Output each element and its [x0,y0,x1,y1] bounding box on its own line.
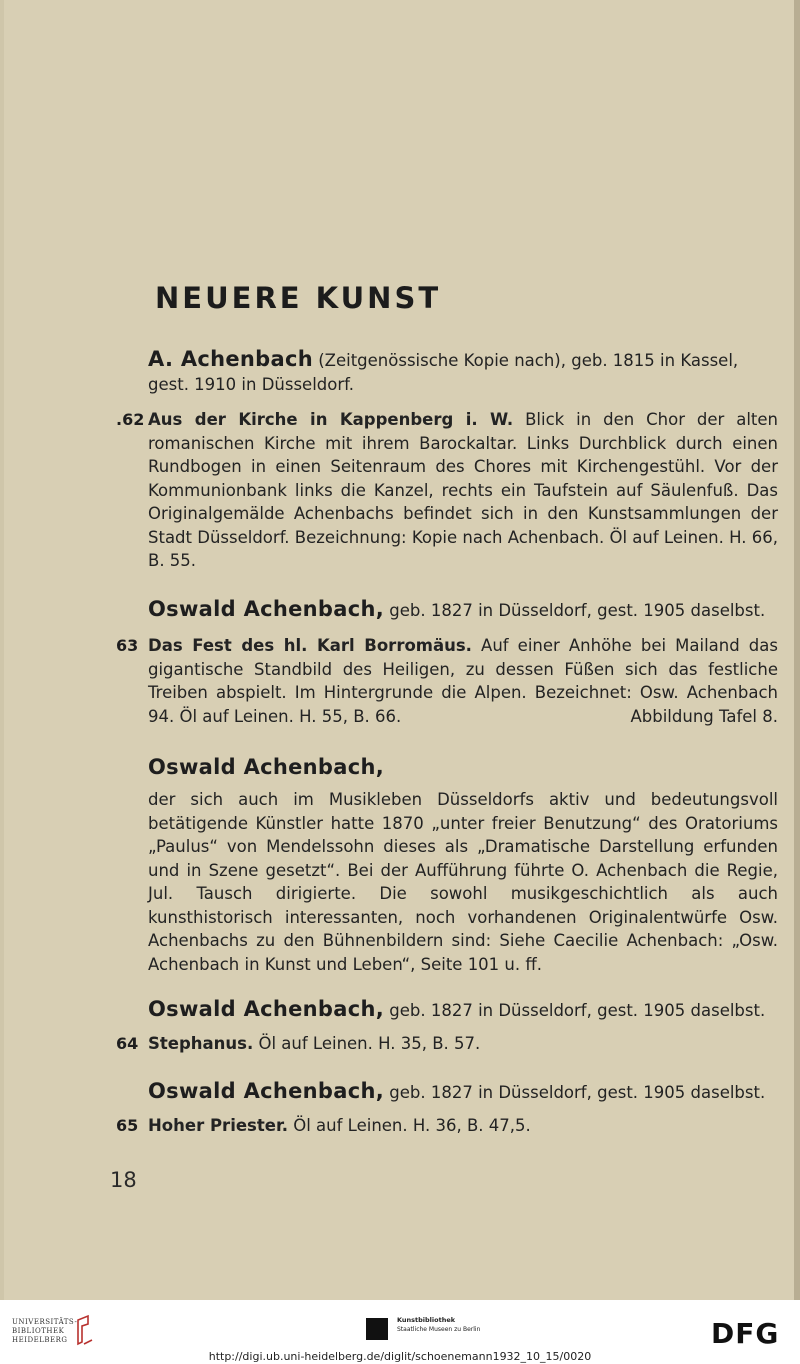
artwork-title: Stephanus. [148,1034,254,1053]
artist-header-oswald-1 [148,598,778,623]
plate-reference: Abbildung Tafel 8. [630,706,778,726]
artist-name: Oswald Achenbach, [148,1079,384,1103]
page-left-edge [0,0,4,1300]
artwork-description: Auf einer Anhöhe bei Mailand das gigantische Standbild des Heiligen, zu dessen Füßen sich das festliche Treiben abspielt. Im Hintergrunde die Alpen. Bezeichnet: Osw. Achenbach 94. Öl auf Leinen. H. 55, B. 66. [148,636,778,726]
ub-heidelberg-label: UNIVERSITÄTS-BIBLIOTHEK HEIDELBERG [12,1318,78,1344]
artist-life-line2: gest. 1910 in Düsseldorf. [148,374,355,394]
catalog-entry-64 [148,1032,778,1056]
section-heading: NEUERE KUNST [155,281,442,315]
dfg-logo: DFG [711,1317,780,1350]
artist-header-oswald-3 [148,998,778,1023]
artist-name: Oswald Achenbach, [148,597,384,621]
kb-title: Kunstbibliothek [397,1316,456,1324]
artwork-description: Blick in den Chor der alten romanischen Kirche mit ihrem Barockaltar. Links Durchblick durch einen Rundbogen in einen Seitenraum des Chores mit Kirchengestühl. Vor der Kommunionbank links die Kanzel, rechts ein Taufstein auf Säulenfuß. Das Originalgemälde Achenbachs befindet sich in den Kunstsammlungen der Stadt Düsseldorf. Bezeichnung: Kopie nach Achenbach. Öl auf Leinen. H. 66, B. 55. [148,410,778,570]
ub-heidelberg-logo-icon [74,1314,94,1346]
artist-life-line1: (Zeitgenössische Kopie nach), geb. 1815 in Kassel, [312,351,739,370]
artist-life: geb. 1827 in Düsseldorf, gest. 1905 daselbst. [384,1083,766,1102]
kunstbibliothek-logo-icon [366,1318,388,1340]
artwork-title: Das Fest des hl. Karl Borromäus. [148,636,472,655]
catalog-number: 65 [116,1116,139,1135]
page-right-edge [794,0,800,1300]
catalog-number: .62 [116,410,145,429]
catalog-entry-65 [148,1114,778,1138]
artist-note: der sich auch im Musikleben Düsseldorfs aktiv und bedeutungsvoll betätigende Künstler hatte 1870 „unter freier Benutzung“ des Oratoriums „Paulus“ von Mendelssohn dieses als „Dramatische Darstellung erfunden und in Szene gesetzt“. Bei der Aufführung führte O. Achenbach die Regie, Jul. Tausch dirigierte. Die sowohl musikgeschichtlich als auch kunsthistorisch interessanten, noch vorhandenen Originalentwürfe Osw. Achenbachs zu den Bühnenbildern sind: Siehe Caecilie Achenbach: „Osw. Achenbach in Kunst und Leben“, Seite 101 u. ff. [148,790,778,974]
page-url[interactable]: http://digi.ub.uni-heidelberg.de/diglit/schoenemann1932_10_15/0020 [208,1350,592,1363]
artist-header-oswald-2 [148,756,778,781]
catalog-entry-63 [148,634,778,728]
page-number: 18 [110,1168,137,1192]
catalog-entry-62 [148,408,778,573]
artist-life: geb. 1827 in Düsseldorf, gest. 1905 daselbst. [384,1001,766,1020]
kb-subtitle: Staatliche Museen zu Berlin [397,1326,481,1333]
catalog-number: 64 [116,1034,139,1053]
artist-header-oswald-4 [148,1080,778,1105]
artist-life: geb. 1827 in Düsseldorf, gest. 1905 daselbst. [384,601,766,620]
artist-name: A. Achenbach [148,347,313,371]
artwork-title: Aus der Kirche in Kappenberg i. W. [148,410,514,429]
artwork-description: Öl auf Leinen. H. 36, B. 47,5. [288,1116,531,1135]
artwork-title: Hoher Priester. [148,1116,288,1135]
kunstbibliothek-label [397,1316,480,1334]
viewer-footer [0,1300,800,1364]
catalog-number: 63 [116,636,139,655]
artist-name: Oswald Achenbach, [148,997,384,1021]
artist-header-a-achenbach [148,348,778,396]
artist-name: Oswald Achenbach, [148,755,384,779]
artwork-description: Öl auf Leinen. H. 35, B. 57. [253,1034,481,1053]
